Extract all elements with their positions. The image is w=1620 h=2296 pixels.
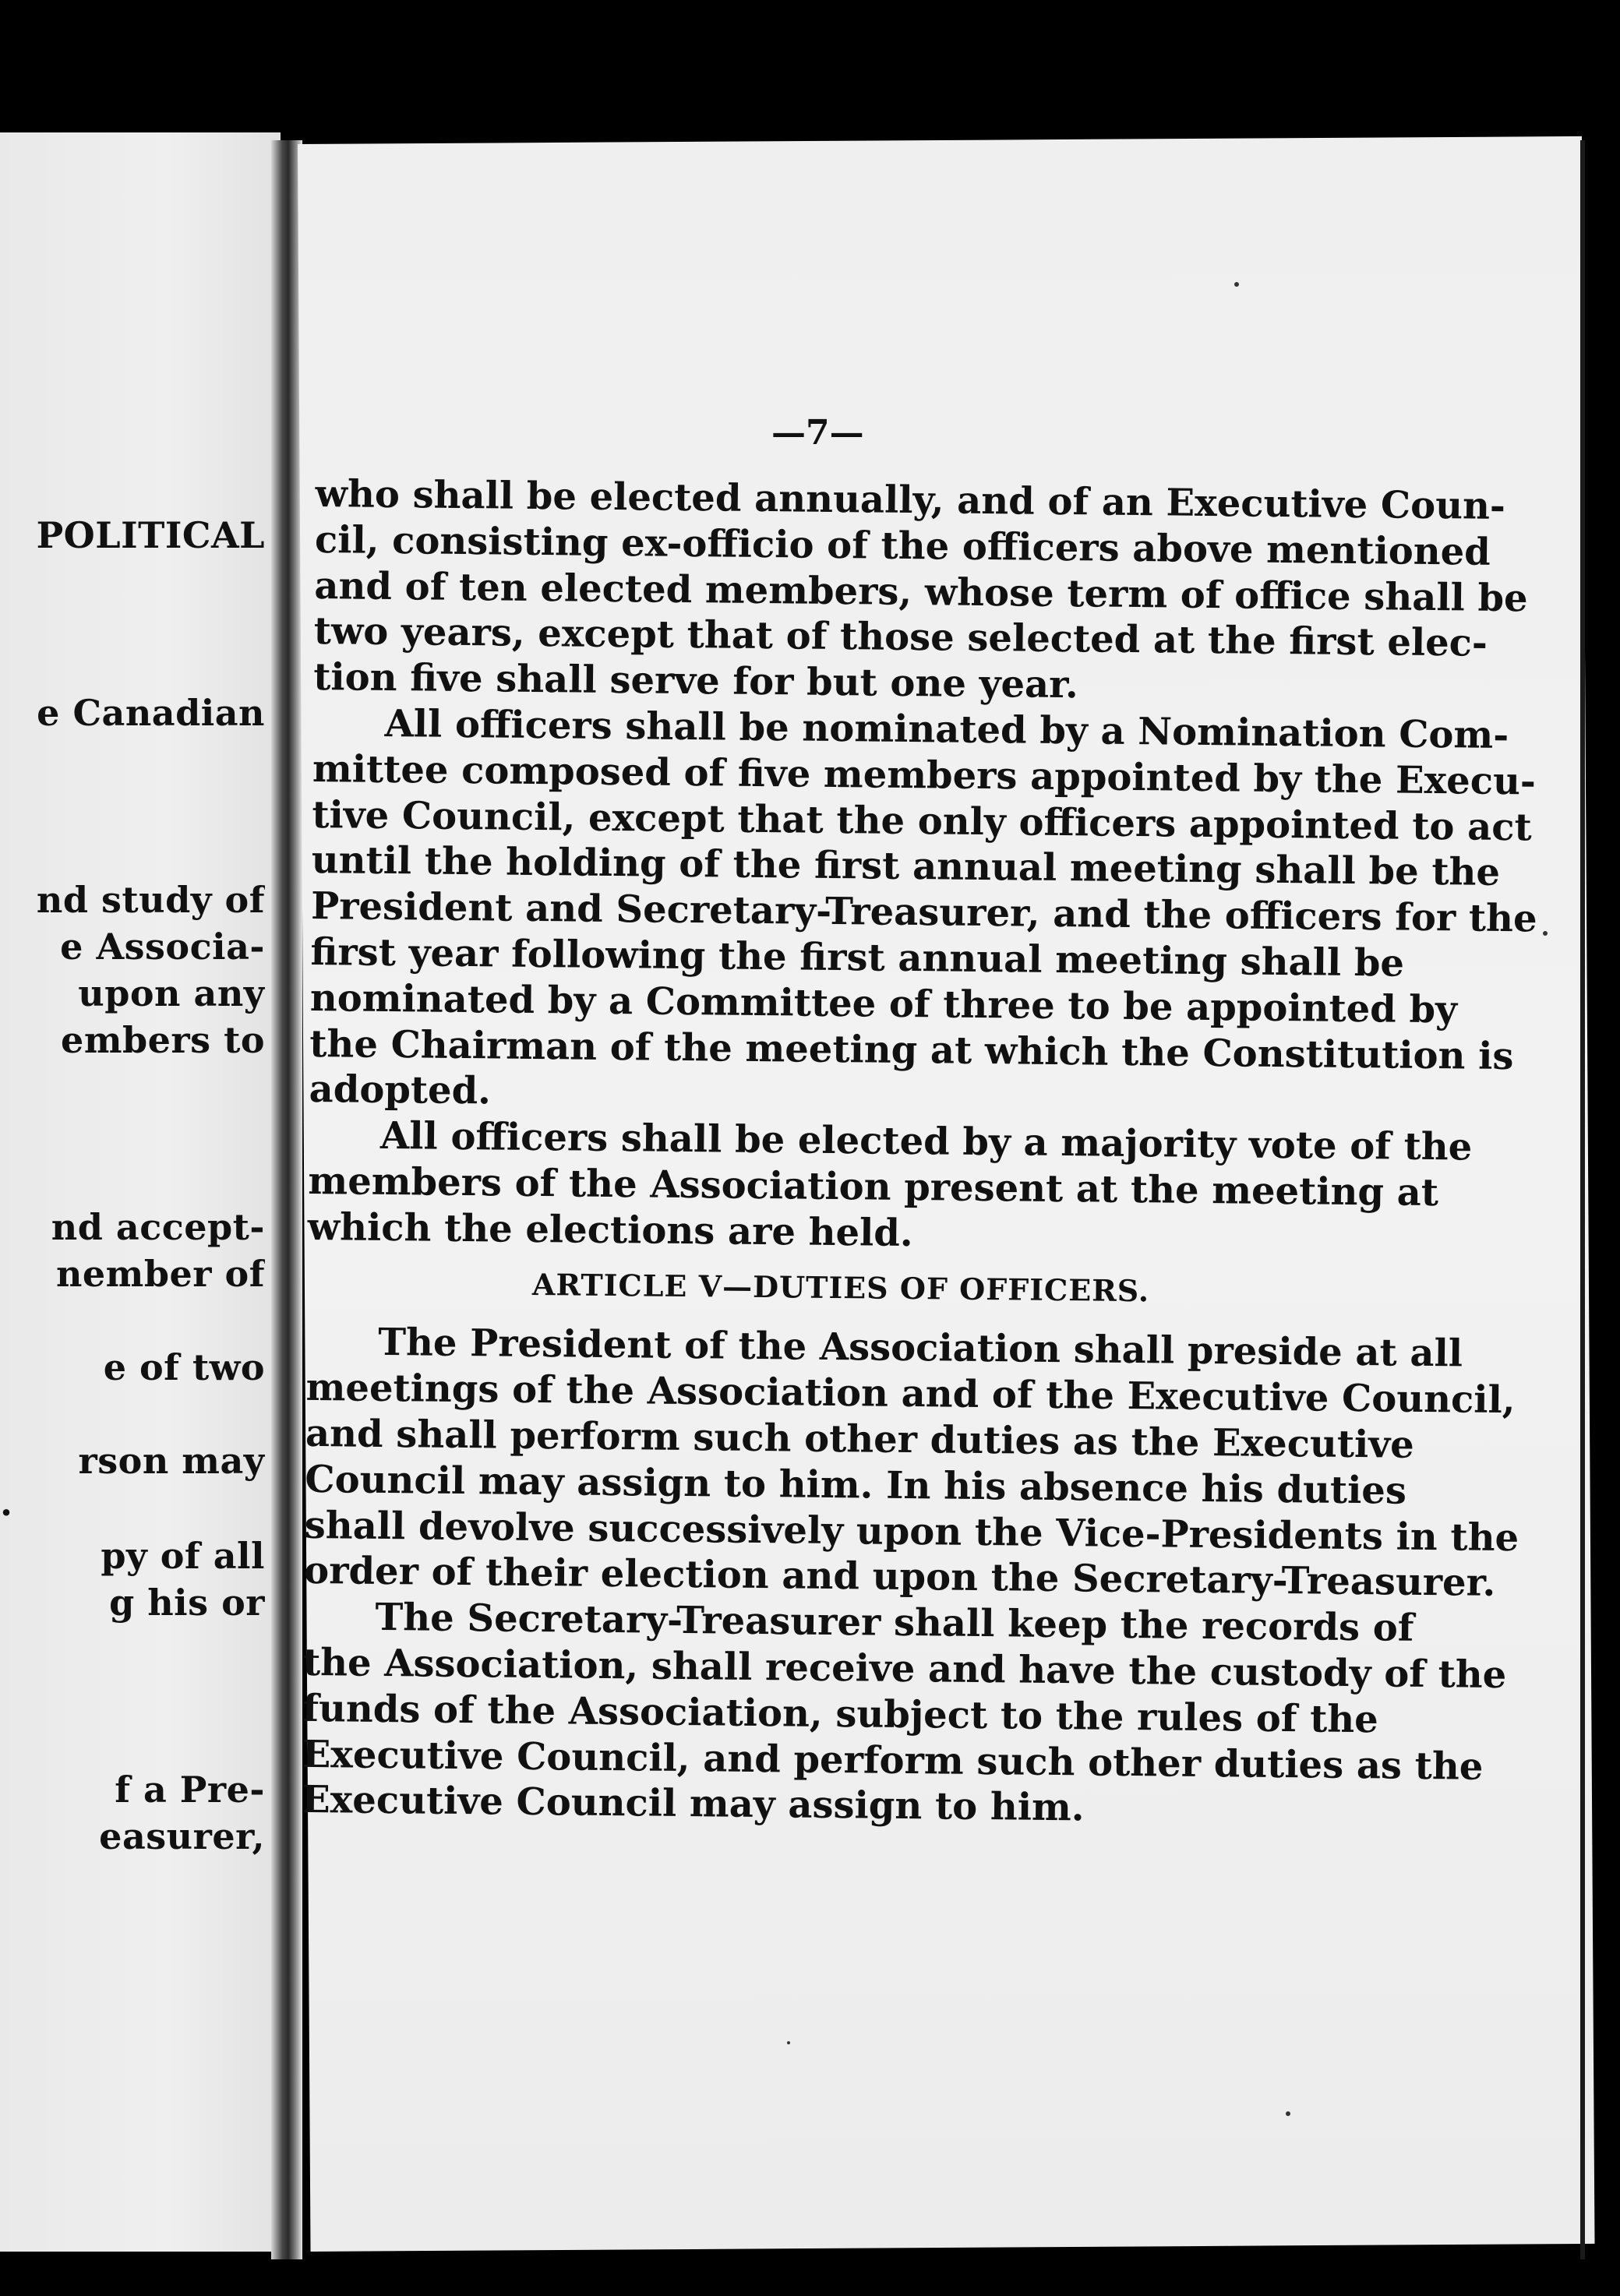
text-line: tive Council, except that the only officers appointed to act — [312, 792, 1532, 849]
left-line: rson may — [78, 1440, 265, 1482]
left-page — [0, 132, 281, 2252]
text-line: The President of the Association shall preside at all — [378, 1321, 1463, 1376]
text-line: nominated by a Committee of three to be appointed by — [309, 975, 1458, 1032]
text-line: tion five shall serve for but one year. — [312, 655, 1079, 707]
text-line: the Association, shall receive and have the custody of the — [302, 1640, 1507, 1698]
text-line: and of ten elected members, whose term of office shall be — [314, 563, 1528, 620]
text-line: and shall perform such other duties as the Executive — [305, 1411, 1414, 1467]
text-line: order of their election and upon the Secretary-Treasurer. — [303, 1549, 1496, 1606]
left-line: nd accept- — [51, 1206, 265, 1248]
left-line: nd study of — [36, 879, 265, 921]
book-gutter — [271, 140, 302, 2259]
scan-speck — [787, 2041, 790, 2044]
left-line: upon any — [78, 972, 265, 1014]
text-line: cil, consisting ex-officio of the officers above mentioned — [314, 517, 1491, 574]
text-line: The Secretary-Treasurer shall keep the records of — [375, 1596, 1414, 1650]
left-line: f a Pre- — [115, 1769, 265, 1811]
text-line: funds of the Association, subject to the rules of the — [302, 1686, 1379, 1742]
text-line: the Chairman of the meeting at which the Constitution is — [309, 1021, 1514, 1078]
text-line: first year following the first annual meeting shall be — [310, 929, 1405, 986]
left-line: POLITICAL — [36, 514, 265, 556]
text-line: All officers shall be elected by a majority vote of the — [379, 1114, 1473, 1169]
scan-speck — [1234, 282, 1239, 287]
article-heading: ARTICLE V—DUTIES OF OFFICERS. — [531, 1266, 1150, 1308]
scan-speck — [1286, 2111, 1290, 2116]
text-line: All officers shall be nominated by a Nomination Com- — [384, 701, 1509, 758]
text-line: adopted. — [309, 1067, 492, 1113]
left-line: easurer, — [99, 1815, 265, 1857]
text-line: President and Secretary-Treasurer, and the officers for the — [310, 884, 1537, 941]
text-line: two years, except that of those selected at the first elec- — [313, 609, 1488, 666]
text-line: Executive Council may assign to him. — [301, 1778, 1085, 1830]
page-number: —7— — [771, 413, 864, 453]
text-line: shall devolve successively upon the Vice-Presidents in the — [304, 1503, 1519, 1560]
text-line: meetings of the Association and of the Executive Council, — [305, 1366, 1516, 1423]
left-line: e Canadian — [37, 692, 265, 734]
left-line: e Associa- — [60, 926, 265, 968]
text-line: until the holding of the first annual meeting shall be the — [311, 838, 1501, 895]
scan-speck — [1543, 931, 1548, 936]
left-line: embers to — [61, 1019, 265, 1061]
text-line: which the elections are held. — [307, 1204, 913, 1255]
text-line: members of the Association present at the meeting at — [308, 1159, 1439, 1215]
text-line: mittee composed of five members appointed by the Execu- — [312, 746, 1537, 804]
left-line: nember of — [55, 1253, 265, 1295]
left-line: e of two — [103, 1346, 265, 1388]
body-text — [301, 471, 1537, 1834]
left-line: g his or — [109, 1582, 265, 1624]
page-edge-shadow — [1580, 140, 1585, 2259]
text-line: Council may assign to him. In his absence his duties — [305, 1457, 1407, 1513]
left-line: . — [0, 1482, 13, 1524]
text-line: Executive Council, and perform such other duties as the — [302, 1732, 1484, 1789]
left-line: py of all — [101, 1535, 265, 1577]
text-line: who shall be elected annually, and of an Executive Coun- — [315, 471, 1506, 528]
